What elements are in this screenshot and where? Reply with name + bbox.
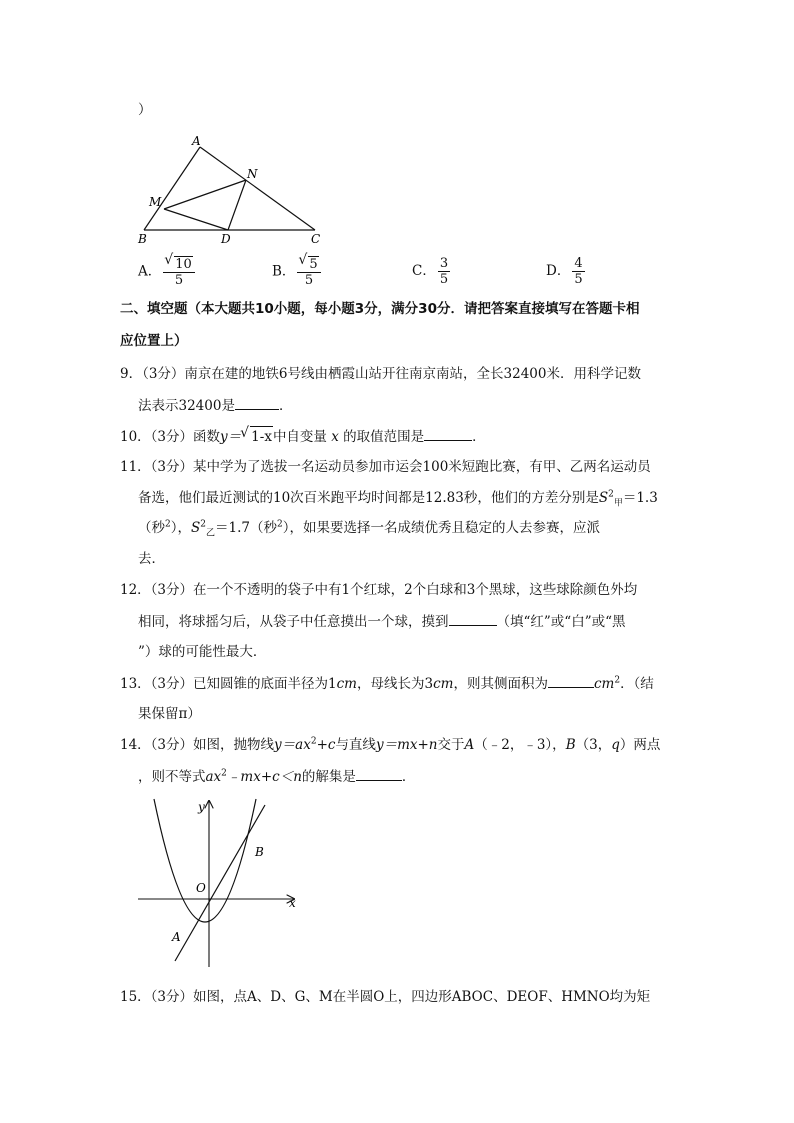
parabola-curve xyxy=(154,799,256,922)
q9-answer-blank xyxy=(235,395,279,410)
straight-line xyxy=(175,805,265,961)
q10-line: 10．（3分）函数y＝√ 1-x中自变量 x 的取值范围是 ． xyxy=(120,426,486,447)
option-a: A． √ $\frac{10}{5}$ xyxy=(138,256,195,288)
q12-answer-blank xyxy=(449,611,497,626)
section-heading-cont: 应位置上） xyxy=(120,333,188,349)
option-d: D． $\frac{4}{5}$ xyxy=(546,256,583,287)
triangle-figure xyxy=(132,130,332,250)
q9-line2: 法表示32400是 ． xyxy=(138,395,292,416)
label-A: A xyxy=(192,134,201,148)
q11-line1: 11．（3分）某中学为了选拔一名运动员参加市运会100米短跑比赛，有甲、乙两名运动员 xyxy=(120,459,651,475)
label-M: M xyxy=(149,195,162,209)
q12-line1: 12．（3分）在一个不透明的袋子中有1个红球，2个白球和3个黑球，这些球除颜色外均 xyxy=(120,582,638,598)
option-b: B． √ $\frac{5}{5}$ xyxy=(272,256,321,288)
label-B: B xyxy=(255,845,264,859)
q10-answer-blank xyxy=(424,426,472,441)
q14-answer-blank xyxy=(356,766,402,781)
q13-answer-blank xyxy=(548,673,594,688)
q14-line2: ，则不等式$ax^2﹣mx+c<n$的解集是 ． xyxy=(138,766,415,787)
label-N: N xyxy=(247,167,258,181)
q11-line2: 备选，他们最近测试的10次百米跑平均时间都是12.83秒，他们的方差分别是$S^2_甲=1.3$ xyxy=(138,489,658,509)
q13-line2: 果保留π） xyxy=(138,706,201,722)
label-B: B xyxy=(138,232,147,246)
parabola-line-graph xyxy=(132,795,312,975)
label-x: x xyxy=(289,896,296,910)
label-y: y xyxy=(198,800,205,814)
question-close-paren: ） xyxy=(138,102,152,118)
q15-line1: 15．（3分）如图，点A、D、G、M在半圆O上，四边形ABOC、DEOF、HMNO均为矩 xyxy=(120,989,651,1005)
label-D: D xyxy=(221,232,231,246)
q11-line3: （秒$^2$），$S^2_乙=1.7$（秒$^2$），如果要选择一名成绩优秀且稳定的人去参赛，应派 xyxy=(138,519,600,539)
q9-line1: 9．（3分）南京在建的地铁6号线由栖霞山站开往南京南站，全长32400米．用科学记数 xyxy=(120,366,641,382)
q14-line1: 14．（3分）如图，抛物线$y=ax^2+c$与直线y＝mx+n交于A（﹣2，﹣3），B（3，q）两点 xyxy=(120,736,661,753)
label-O: O xyxy=(196,881,206,895)
q11-line4: 去． xyxy=(138,551,165,567)
q12-line2: 相同，将球摇匀后，从袋子中任意摸出一个球，摸到 （填“红”或“白”或“黑 xyxy=(138,611,626,632)
q12-line3: ”）球的可能性最大． xyxy=(138,644,267,660)
q13-line1: 13．（3分）已知圆锥的底面半径为1cm，母线长为3cm，则其侧面积为 $cm^2$．（结 xyxy=(120,673,654,694)
option-c: C． $\frac{3}{5}$ xyxy=(412,256,449,287)
label-A: A xyxy=(172,930,181,944)
label-C: C xyxy=(311,232,321,246)
section-heading: 二、填空题（本大题共10小题，每小题3分，满分30分．请把答案直接填写在答题卡相 xyxy=(120,301,640,317)
